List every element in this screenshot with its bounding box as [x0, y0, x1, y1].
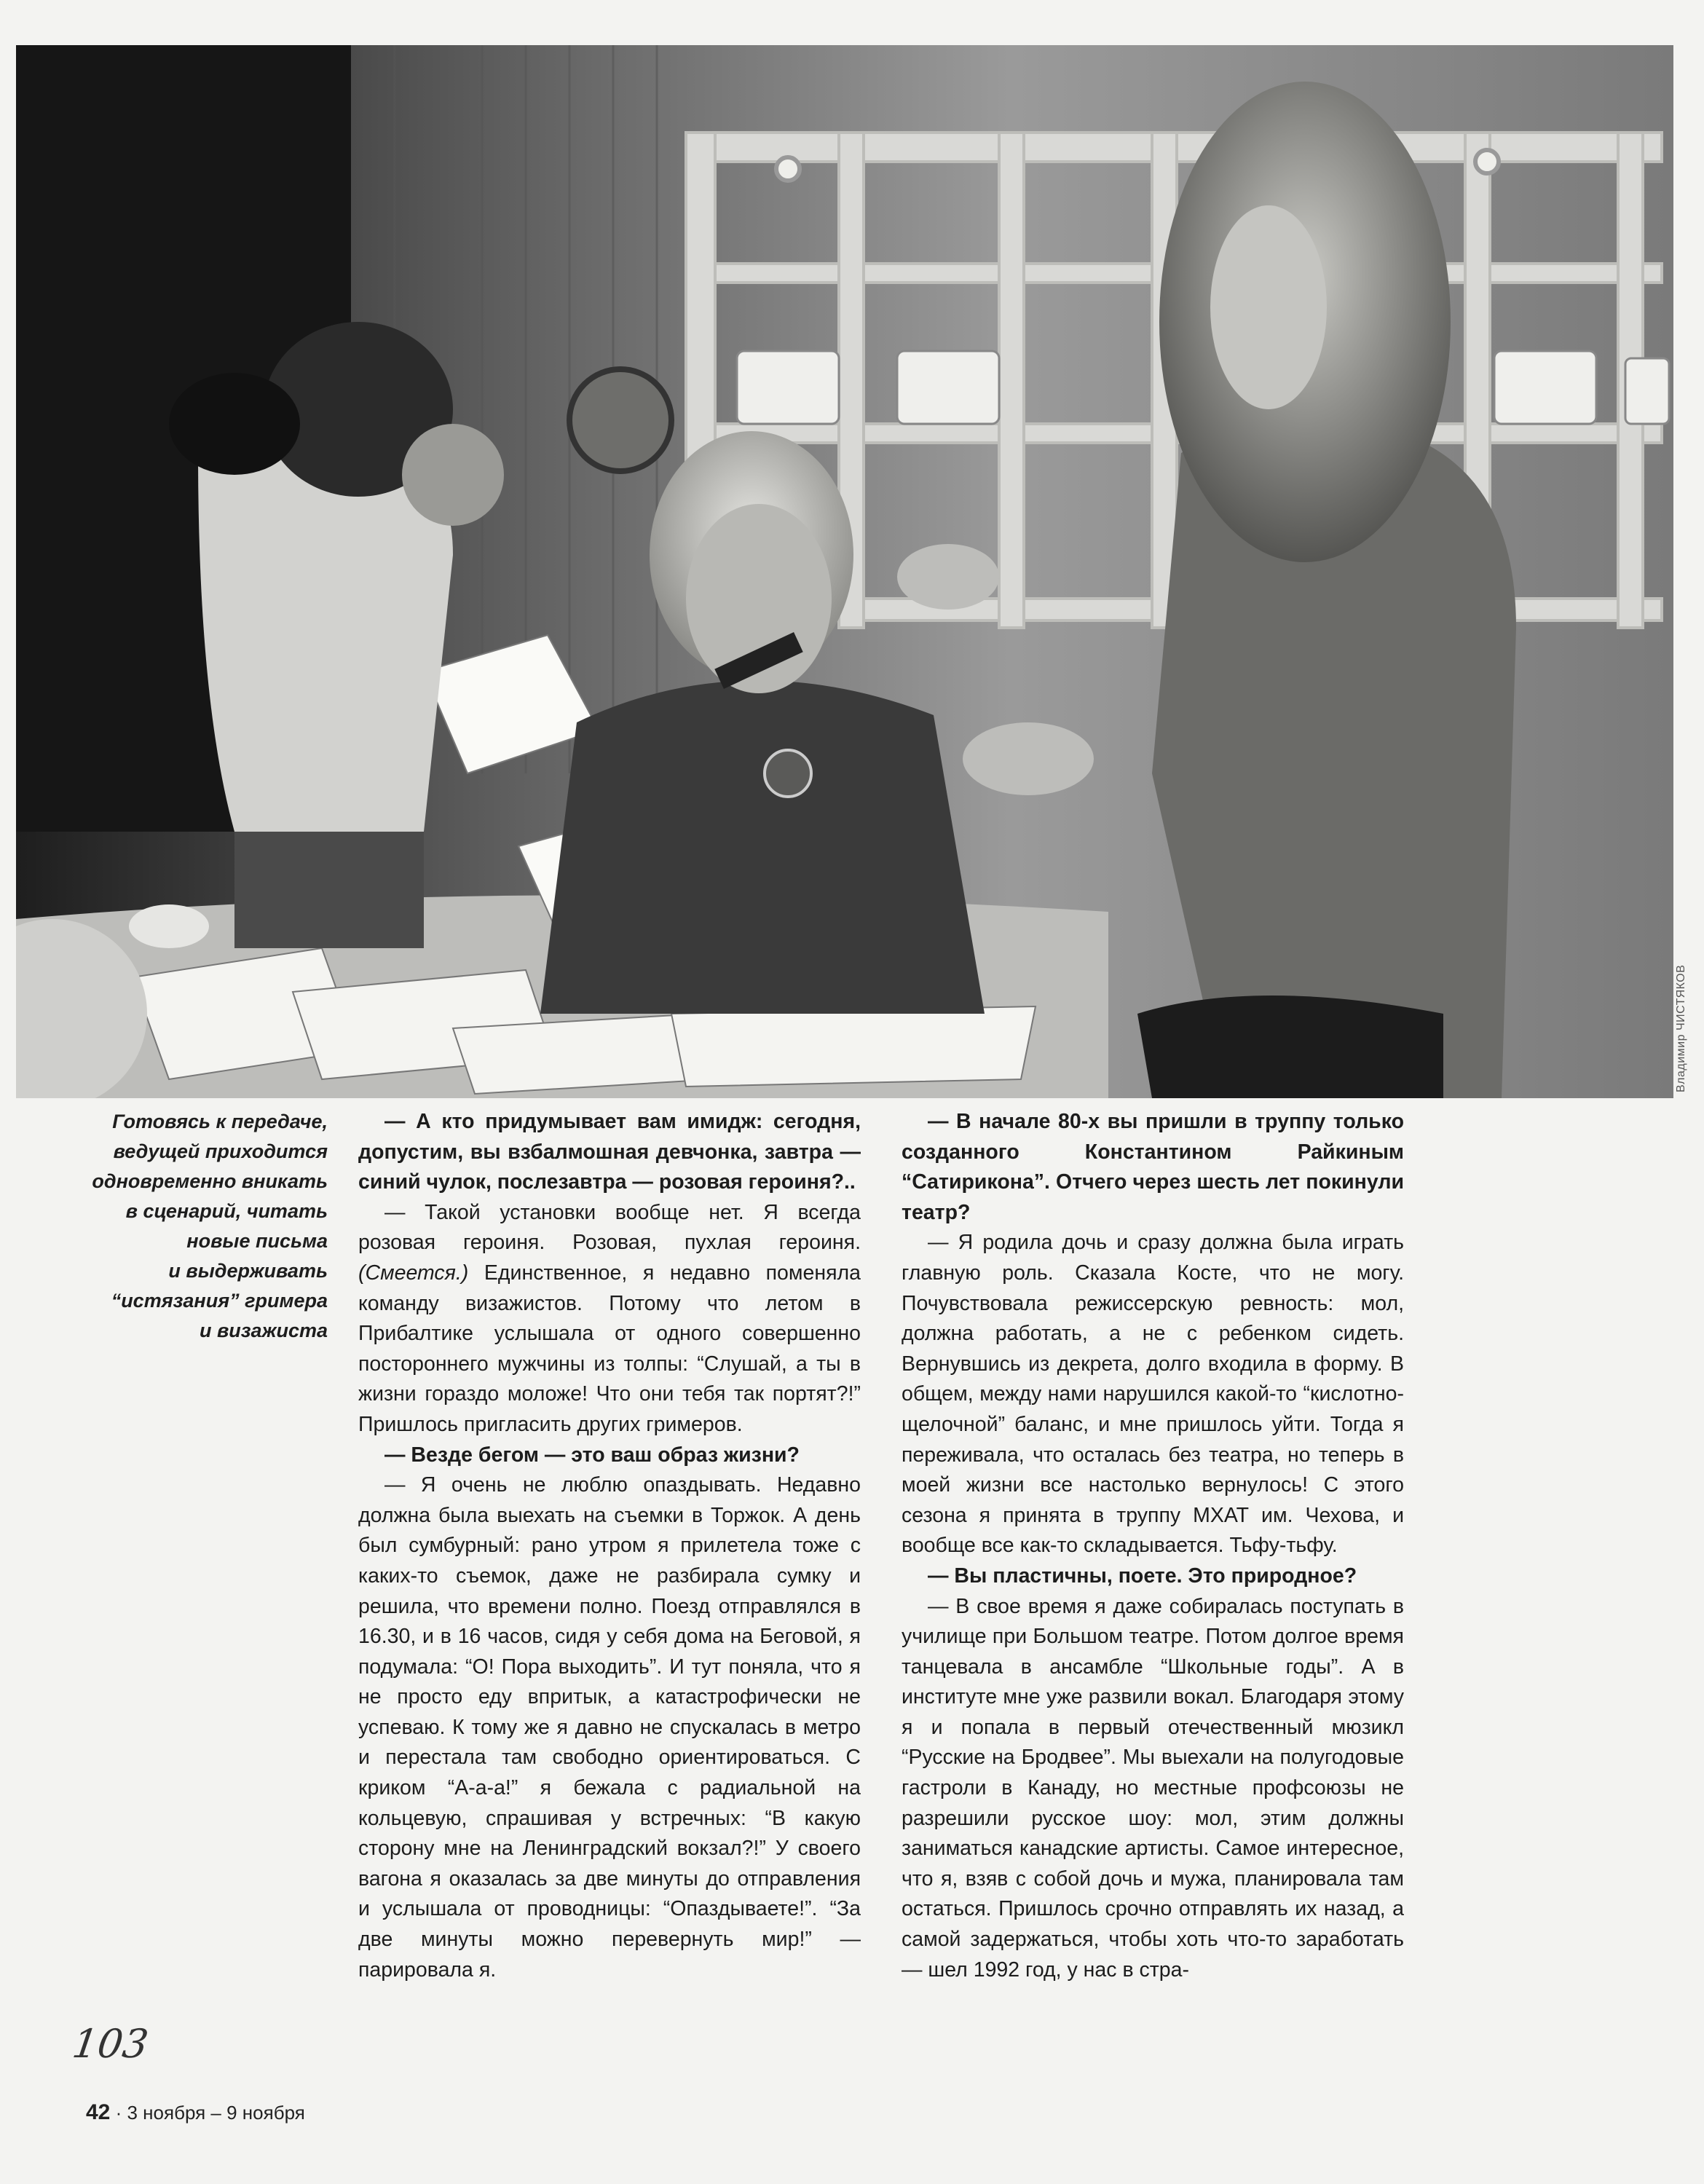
caption-line: и выдерживать: [168, 1260, 328, 1282]
answer-remark: (Смеется.): [358, 1261, 469, 1285]
caption-line: в сценарий, читать: [125, 1200, 328, 1222]
handwritten-page-mark: 103: [69, 2021, 151, 2067]
photo-caption: [36, 1107, 328, 1346]
interview-question: — А кто придумывает вам имидж: сегодня, допустим, вы взбалмошная девчонка, завтра — синий чулок, послезавтра — розовая героиня?..: [358, 1107, 861, 1198]
interview-answer: — В свое время я даже собиралась поступать в училище при Большом театре. Потом долгое время танцевала в ансамбле “Школьные годы”. А в институте мне уже развили вокал. Благодаря этому я и попала в первый отечественный мюзикл “Русские на Бродвее”. Мы выехали на полугодовые гастроли в Канаду, но местные профсоюзы не разрешили русское шоу: мол, этим должны заниматься канадские артисты. Самое интересное, что я, взяв с собой дочь и мужа, планировала там остаться. Пришлось срочно отправлять их назад, а самой задержаться, чтобы хоть что-то заработать — шел 1992 год, у нас в стра-: [902, 1592, 1404, 1986]
interview-question: — В начале 80-х вы пришли в труппу только созданного Константином Райкиным “Сатирикона”. Отчего через шесть лет покинули театр?: [902, 1107, 1404, 1228]
photo-illustration: [16, 45, 1673, 1098]
article-column-1: [358, 1107, 861, 1985]
caption-line: Готовясь к передаче,: [112, 1111, 328, 1132]
caption-line: и визажиста: [199, 1320, 328, 1341]
interview-answer: — Я очень не люблю опаздывать. Недавно должна была выехать на съемки в Торжок. А день был сумбурный: рано утром я прилетела тоже с каких-то съемок, даже не разбирала сумку и решила, что времени полно. Поезд отправлялся в 16.30, и в 16 часов, сидя у себя дома на Беговой, я подумала: “О! Пора выходить”. И тут поняла, что я не просто еду впритык, а катастрофически не успеваю. К тому же я давно не спускалась в метро и перестала там свободно ориентироваться. С криком “А-а-а!” я бежала с радиальной на кольцевую, спрашивая у встречных: “В какую сторону мне на Ленинградский вокзал?!” У своего вагона я оказалась за две минуты до отправления и услышала от проводницы: “Опаздываете!”. “За две минуты можно перевернуть мир!” — парировала я.: [358, 1470, 861, 1985]
page-footer: [86, 2100, 305, 2125]
interview-question: — Вы пластичны, поете. Это природное?: [902, 1561, 1404, 1592]
page-number: 42: [86, 2100, 111, 2124]
interview-answer: [358, 1198, 861, 1440]
photo-credit: Владимир ЧИСТЯКОВ: [1675, 964, 1687, 1092]
caption-line: “истязания” гримера: [111, 1290, 328, 1312]
interview-question: — Везде бегом — это ваш образ жизни?: [358, 1440, 861, 1471]
caption-line: новые письма: [186, 1230, 328, 1252]
caption-line: ведущей приходится: [113, 1140, 328, 1162]
issue-dates: · 3 ноября – 9 ноября: [115, 2102, 305, 2124]
answer-text: Такой установки вообще нет. Я всегда розовая героиня. Розовая, пухлая героиня.: [358, 1200, 861, 1255]
answer-text: Единственное, я недавно поменяла команду визажистов. Потому что летом в Прибалтике услышала от одного совершенно постороннего мужчины из толпы: “Слушай, а ты в жизни гораздо моложе! Что они тебя так портят?!” Пришлось пригласить других гримеров.: [358, 1261, 861, 1436]
article-photo: [16, 45, 1673, 1098]
interview-answer: — Я родила дочь и сразу должна была играть главную роль. Сказала Косте, что не могу. Почувствовала режиссерскую ревность: мол, должна работать, а не с ребенком сидеть. Вернувшись из декрета, долго входила в форму. В общем, между нами нарушился какой-то “кислотно-щелочной” баланс, и мне пришлось уйти. Тогда я переживала, что осталась без театра, но теперь в моей жизни все настолько вернулось! С этого сезона я принята в труппу МХАТ им. Чехова, и вообще все как-то складывается. Тьфу-тьфу.: [902, 1228, 1404, 1561]
caption-line: одновременно вникать: [92, 1170, 328, 1192]
article-column-2: [902, 1107, 1404, 1985]
